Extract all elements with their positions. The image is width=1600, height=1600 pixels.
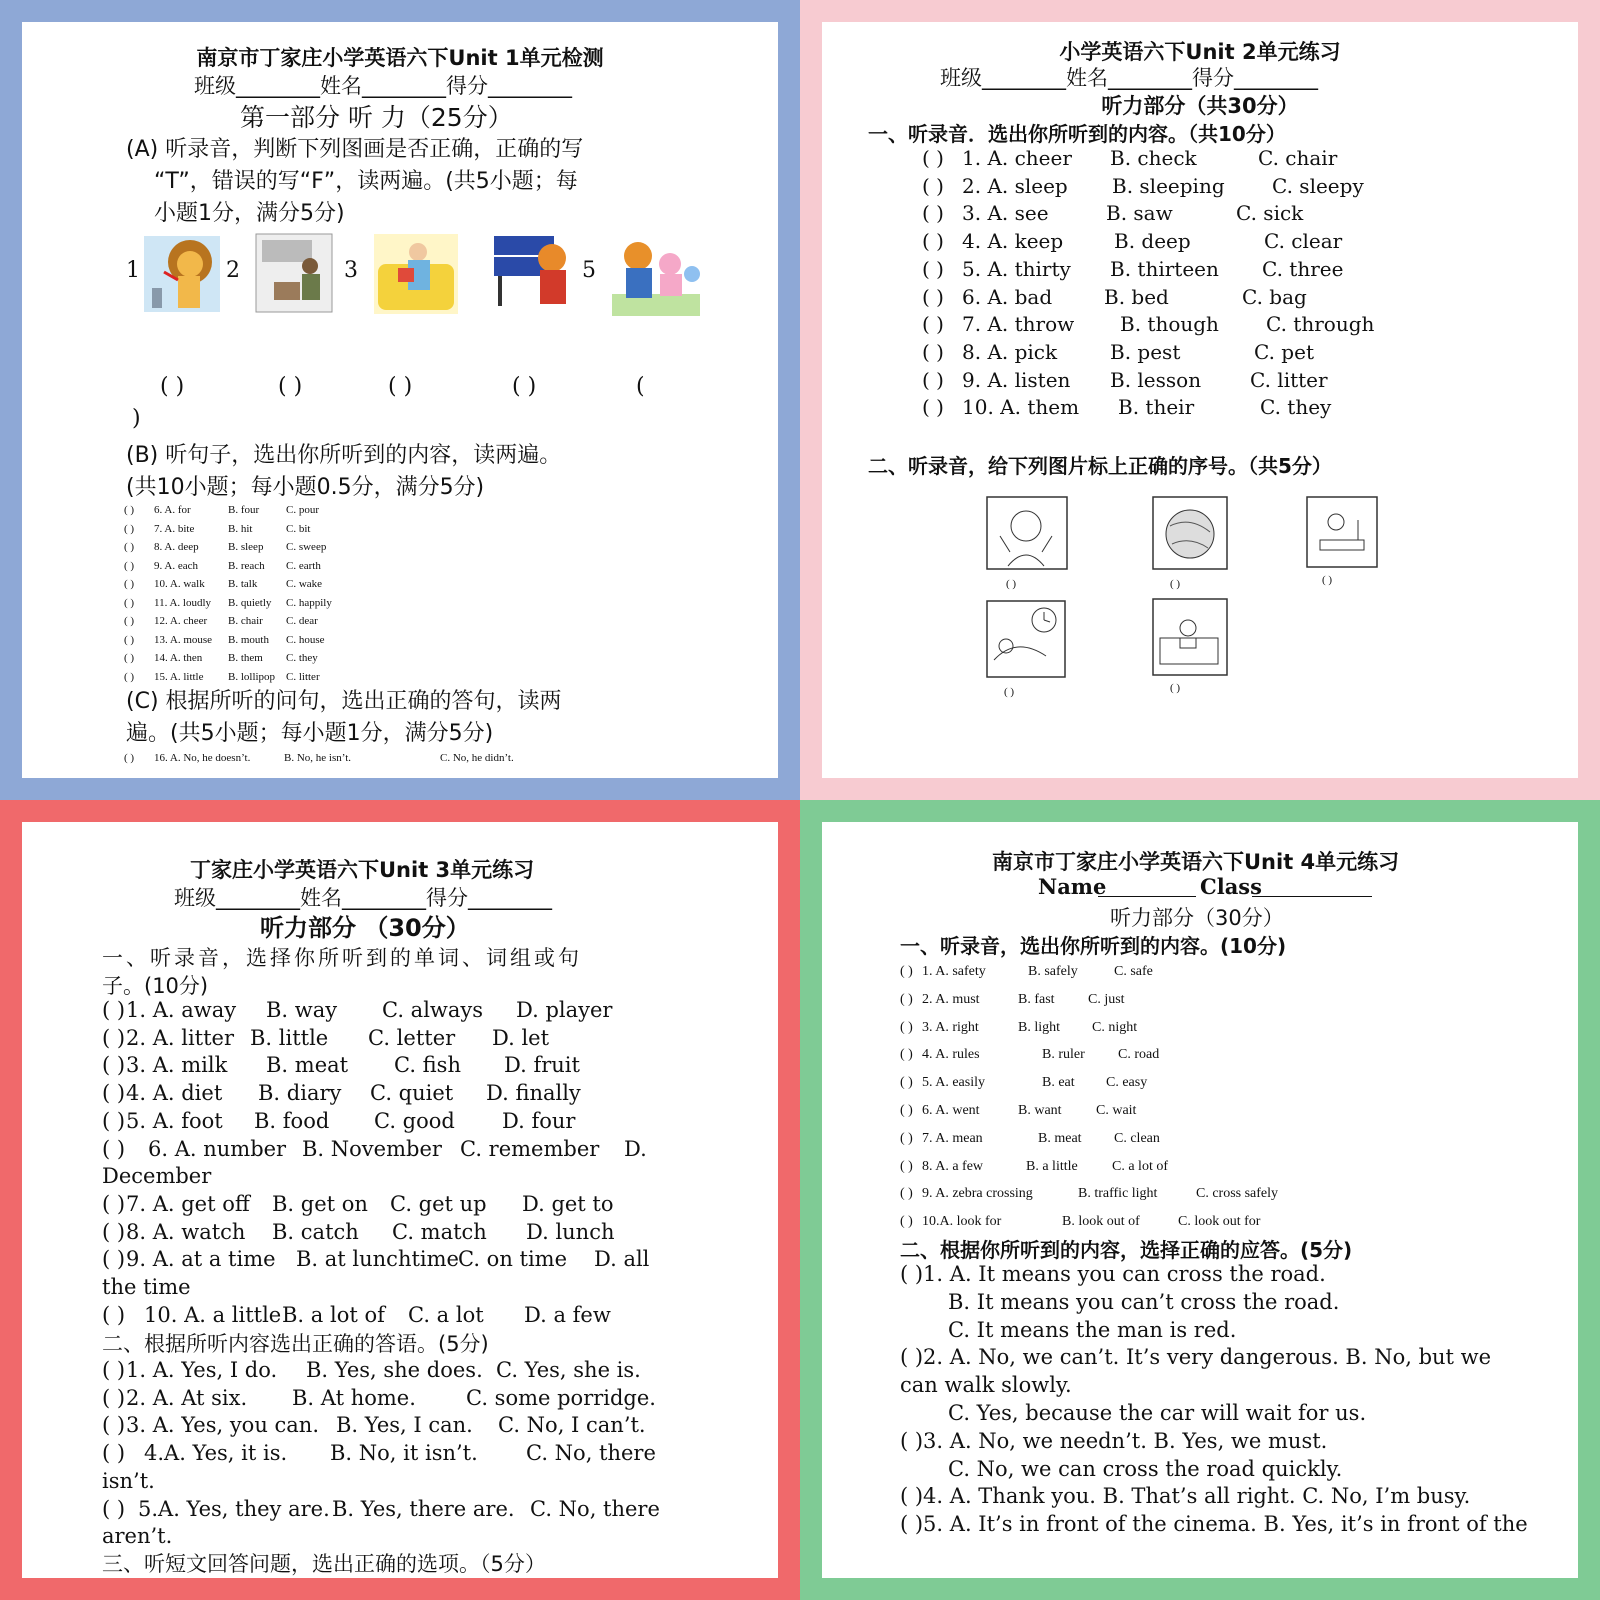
- answer-bracket[interactable]: ( ): [124, 670, 135, 683]
- answer-bracket[interactable]: ( ): [922, 395, 944, 420]
- option-b: B. pest: [1110, 339, 1181, 364]
- option-b: B. November: [302, 1136, 442, 1161]
- option-c: C. road: [1118, 1047, 1160, 1063]
- option-a: 8. A. pick: [962, 339, 1058, 364]
- option-b: B. lesson: [1110, 367, 1202, 392]
- option-b: B. little: [250, 1025, 329, 1050]
- page-title: 南京市丁家庄小学英语六下Unit 4单元练习: [992, 850, 1400, 874]
- option-a: 10. A. walk: [154, 578, 205, 590]
- option-b: B. four: [228, 504, 260, 516]
- option-d: D. finally: [486, 1081, 581, 1106]
- option-a: 1. A. cheer: [962, 146, 1072, 170]
- option-b: B. traffic light: [1078, 1186, 1158, 1202]
- answer-bracket[interactable]: ( ): [102, 1302, 126, 1327]
- option-a: 4. A. diet: [126, 1081, 223, 1106]
- option-c: C. a lot of: [1112, 1158, 1168, 1174]
- answer-bracket[interactable]: ( ): [922, 201, 944, 226]
- option-a: 10.A. look for: [922, 1214, 1002, 1230]
- option-a: 9. A. listen: [962, 367, 1071, 392]
- option-b: B. thirteen: [1110, 256, 1219, 281]
- answer-bracket[interactable]: ( ): [102, 998, 126, 1022]
- option-a: 5. A. thirty: [962, 256, 1071, 281]
- answer-bracket[interactable]: ( ): [922, 229, 944, 254]
- section-3-heading: 三、听短文回答问题，选出正确的选项。（5分）: [102, 1552, 546, 1576]
- option-c: C. easy: [1106, 1075, 1148, 1091]
- option-b: B. though: [1120, 312, 1219, 337]
- name-label: Name: [1038, 874, 1107, 899]
- option-c: C. always: [382, 998, 484, 1022]
- class-label: Class: [1200, 874, 1262, 899]
- answer-bracket[interactable]: ( ): [900, 1214, 913, 1230]
- option-c: C. house: [286, 633, 325, 646]
- answer-bracket[interactable]: ( ): [124, 633, 135, 646]
- option-a: 7. A. throw: [962, 312, 1075, 337]
- answer-bracket[interactable]: ( ): [124, 596, 135, 609]
- class-field[interactable]: [1252, 896, 1372, 897]
- option-b: B. meat: [266, 1053, 349, 1078]
- sleeping-clock-sketch-picture: [986, 600, 1066, 678]
- option-b: B. reach: [228, 559, 265, 572]
- option-c: C. safe: [1114, 964, 1153, 979]
- picture-answer-bracket[interactable]: ( ): [1006, 578, 1017, 590]
- answer-bracket[interactable]: ( ): [922, 173, 944, 198]
- option-b: B. chair: [228, 615, 263, 627]
- option-a: 7. A. get off: [126, 1191, 250, 1216]
- worksheet-unit3-page: [22, 822, 778, 1578]
- page-title: 南京市丁家庄小学英语六下Unit 1单元检测: [196, 46, 604, 70]
- option-c: C. just: [1088, 991, 1125, 1007]
- picture-answer-bracket[interactable]: ( ): [1004, 686, 1015, 698]
- option-c: C. fish: [394, 1053, 461, 1078]
- answer-bracket[interactable]: ( ): [102, 1081, 126, 1106]
- option-c: C. remember: [460, 1136, 600, 1161]
- option-b: B. catch: [272, 1219, 359, 1244]
- answer-bracket[interactable]: ( ): [922, 146, 944, 170]
- picture-number: 1: [126, 258, 140, 283]
- option-a: 8. A. watch: [126, 1219, 246, 1244]
- section-2-heading: 二、根据所听内容选出正确的答语。(5分): [102, 1332, 489, 1356]
- option-a: 11. A. loudly: [154, 596, 212, 609]
- option-b: B. check: [1110, 146, 1197, 170]
- option-c: C. some porridge.: [466, 1385, 656, 1410]
- option-c: C. through: [1266, 312, 1375, 337]
- answer-bracket[interactable]: ( ): [124, 578, 135, 590]
- answer-bracket[interactable]: ( ): [102, 1441, 126, 1466]
- option-b: B. Yes, there are.: [332, 1496, 515, 1521]
- option-c: C. look out for: [1178, 1214, 1261, 1230]
- option-a: 1. A. safety: [922, 964, 986, 979]
- option-a: 15. A. little: [154, 670, 204, 683]
- worksheet-unit1-page: [22, 22, 778, 778]
- option-d: D. all: [594, 1247, 650, 1272]
- option-c: C. wait: [1096, 1103, 1137, 1118]
- option-c: C. happily: [286, 596, 332, 609]
- answer-bracket[interactable]: ( ): [102, 1025, 126, 1050]
- option-b: B. eat: [1042, 1075, 1075, 1091]
- option-a: 16. A. No, he doesn’t.: [154, 752, 251, 764]
- section-1-heading: 子。(10分): [102, 974, 209, 998]
- picture-answer-bracket[interactable]: ( ): [1322, 574, 1333, 586]
- part-heading: 听力部分（共30分）: [1101, 94, 1299, 118]
- answer-line: can walk slowly.: [900, 1373, 1072, 1398]
- option-c: C. clear: [1264, 229, 1343, 254]
- option-b: B. a little: [1026, 1158, 1078, 1174]
- option-a: 1. A. Yes, I do.: [126, 1358, 278, 1382]
- picture-answer-bracket[interactable]: ( ): [1170, 578, 1181, 590]
- option-b: B. sleep: [228, 541, 264, 553]
- section-a-text: (A) 听录音，判断下列图画是否正确，正确的写: [126, 137, 584, 162]
- option-c: C. chair: [1258, 146, 1338, 170]
- answer-line: ( )4. A. Thank you. B. That’s all right. C. No, I’m busy.: [900, 1484, 1471, 1509]
- section-2-heading: 二、根据你所听到的内容，选择正确的应答。(5分): [900, 1238, 1353, 1262]
- picture-number: 5: [582, 258, 596, 283]
- option-a: 6. A. for: [154, 504, 191, 516]
- option-c: C. bag: [1242, 284, 1307, 309]
- man-at-desk-sketch-picture: [1306, 496, 1378, 568]
- lion-picture: [144, 232, 222, 314]
- worksheet-unit2-page: [822, 22, 1578, 778]
- answer-bracket[interactable]: ( ): [102, 1358, 126, 1382]
- option-d: D. four: [502, 1108, 576, 1133]
- info-line: 班级________姓名________得分________: [174, 886, 552, 910]
- girl-sketch-picture: [986, 496, 1068, 570]
- option-c: C. on time: [458, 1247, 568, 1272]
- section-1-heading: 一、听录音．选出你所听到的内容。（共10分）: [868, 122, 1286, 146]
- section-b-text: (共10小题；每小题0.5分，满分5分): [126, 475, 485, 500]
- option-c: C. litter: [286, 670, 320, 683]
- option-c: C. litter: [1250, 367, 1328, 392]
- answer-line: ( )5. A. It’s in front of the cinema. B. Yes, it’s in front of the: [900, 1512, 1528, 1537]
- option-c: C. letter: [368, 1025, 456, 1050]
- option-c: C. get up: [390, 1191, 487, 1216]
- option-b: B. ruler: [1042, 1047, 1085, 1063]
- option-d: D.: [624, 1136, 647, 1161]
- option-a: the time: [102, 1275, 191, 1299]
- answer-bracket[interactable]: ( ): [900, 991, 913, 1007]
- option-c: C. No, there: [526, 1441, 656, 1466]
- option-b: B. Yes, she does.: [306, 1358, 483, 1382]
- option-b: B. Yes, I can.: [336, 1413, 473, 1438]
- option-a: 1. A. away: [126, 998, 237, 1022]
- option-c: C. pour: [286, 504, 319, 516]
- answer-line: ( )1. A. It means you can cross the road.: [900, 1262, 1326, 1286]
- option-a: 2. A. litter: [126, 1025, 235, 1050]
- answer-bracket[interactable]: ( ): [900, 964, 913, 979]
- option-b: B. No, it isn’t.: [330, 1441, 478, 1466]
- option-b: B. meat: [1038, 1130, 1082, 1146]
- option-c: C. cross safely: [1196, 1186, 1279, 1202]
- option-b: B. food: [254, 1108, 330, 1133]
- option-a: 5.A. Yes, they are.: [138, 1496, 330, 1521]
- worksheet-unit3-panel: [0, 800, 800, 1600]
- answer-bracket[interactable]: ( ): [278, 374, 303, 399]
- option-b: B. a lot of: [282, 1302, 385, 1327]
- section-b-text: (B) 听句子，选出你所听到的内容，读两遍。: [126, 443, 562, 468]
- worksheet-unit4-page: [822, 822, 1578, 1578]
- option-b: B. fast: [1018, 991, 1055, 1007]
- option-d: D. player: [516, 998, 613, 1022]
- answer-bracket[interactable]: ( ): [922, 256, 944, 281]
- option-d: D. get to: [522, 1191, 614, 1216]
- option-c: C. pet: [1254, 339, 1314, 364]
- answer-line: B. It means you can’t cross the road.: [948, 1289, 1340, 1314]
- answer-bracket: ): [132, 406, 141, 431]
- answer-bracket[interactable]: ( ): [124, 559, 135, 572]
- option-b: B. diary: [258, 1081, 342, 1106]
- answer-bracket[interactable]: ( ): [102, 1136, 126, 1161]
- reading-sofa-sketch-picture: [1152, 598, 1228, 676]
- option-a: 2. A. sleep: [962, 173, 1068, 198]
- option-a: 8. A. a few: [922, 1158, 984, 1174]
- option-d: D. let: [492, 1025, 550, 1050]
- cat-pig-picture: [612, 234, 700, 316]
- option-c: C. sleepy: [1272, 173, 1364, 198]
- picture-number: 2: [226, 258, 240, 283]
- answer-bracket[interactable]: ( ): [900, 1130, 913, 1146]
- answer-bracket[interactable]: ( ): [124, 752, 135, 764]
- answer-bracket[interactable]: ( ): [102, 1219, 126, 1244]
- answer-bracket[interactable]: ( ): [900, 1047, 913, 1063]
- question-row: [124, 752, 514, 764]
- part-heading: 听力部分（30分）: [1110, 906, 1284, 930]
- option-b: B. quietly: [228, 596, 272, 609]
- section-2-heading: 二、听录音，给下列图片标上正确的序号。（共5分）: [868, 454, 1332, 478]
- part-heading: 第一部分 听 力（25分）: [240, 103, 513, 132]
- answer-bracket[interactable]: ( ): [124, 615, 135, 627]
- option-a: 5. A. easily: [922, 1075, 985, 1091]
- option-c: C. night: [1092, 1019, 1138, 1035]
- option-b: B. safely: [1028, 964, 1078, 979]
- earth-sketch-picture: [1152, 496, 1228, 570]
- section-a-text: “T”，错误的写“F”，读两遍。(共5小题；每: [154, 169, 578, 194]
- reading-man-picture: [374, 234, 458, 314]
- info-line: 班级________姓名________得分________: [940, 66, 1318, 90]
- answer-bracket[interactable]: ( ): [102, 1413, 126, 1438]
- option-c: C. No, I can’t.: [498, 1413, 646, 1438]
- option-a: 9. A. zebra crossing: [922, 1186, 1033, 1202]
- option-a: 6. A. number: [148, 1136, 287, 1161]
- option-b: B. lollipop: [228, 670, 276, 683]
- section-c-text: 遍。(共5小题；每小题1分，满分5分): [126, 721, 494, 746]
- answer-line: ( )2. A. No, we can’t. It’s very dangerous. B. No, but we: [900, 1345, 1492, 1370]
- option-c: C. three: [1262, 256, 1344, 281]
- option-a: 2. A. must: [922, 991, 980, 1007]
- option-c: C. No, he didn’t.: [440, 752, 514, 764]
- option-c: C. match: [392, 1219, 487, 1244]
- option-c: C. a lot: [408, 1302, 484, 1327]
- option-a: 5. A. foot: [126, 1108, 223, 1133]
- option-a: 4. A. rules: [922, 1047, 980, 1063]
- option-c: C. good: [374, 1108, 455, 1133]
- answer-bracket[interactable]: ( ): [124, 504, 135, 516]
- option-c: C. dear: [286, 615, 318, 627]
- answer-bracket[interactable]: ( ): [102, 1496, 126, 1521]
- option-a: 6. A. bad: [962, 284, 1053, 309]
- answer-bracket[interactable]: ( ): [922, 367, 944, 392]
- option-a: 14. A. then: [154, 652, 203, 664]
- answer-bracket[interactable]: ( ): [102, 1191, 126, 1216]
- answer-bracket[interactable]: ( ): [922, 312, 944, 337]
- answer-bracket[interactable]: ( ): [102, 1385, 126, 1410]
- option-c: C. wake: [286, 578, 323, 590]
- option-c: C. earth: [286, 559, 321, 572]
- answer-bracket[interactable]: ( ): [900, 1019, 913, 1035]
- man-drawing-picture: [254, 232, 336, 316]
- option-b: B. talk: [228, 578, 258, 590]
- worksheet-unit4-panel: [800, 800, 1600, 1600]
- option-a: 2. A. At six.: [126, 1385, 248, 1410]
- answer-bracket[interactable]: ( ): [160, 374, 185, 399]
- answer-bracket[interactable]: ( ): [900, 1103, 913, 1118]
- option-b: B. light: [1018, 1019, 1061, 1035]
- answer-bracket[interactable]: (: [636, 374, 645, 399]
- option-b: B. at lunchtime: [296, 1247, 459, 1272]
- option-d: D. lunch: [526, 1219, 615, 1244]
- section-1-heading: 一、听录音，选出你所听到的内容。(10分): [900, 934, 1287, 958]
- answer-bracket[interactable]: ( ): [102, 1053, 126, 1078]
- option-a: 3. A. milk: [126, 1053, 228, 1078]
- option-b: B. hit: [228, 522, 253, 535]
- answer-line: ( )3. A. No, we needn’t. B. Yes, we must.: [900, 1428, 1328, 1453]
- option-b: B. look out of: [1062, 1214, 1140, 1230]
- option-d: D. a few: [524, 1302, 611, 1327]
- option-a: 9. A. each: [154, 559, 198, 572]
- option-b: B. saw: [1106, 201, 1173, 226]
- section-c-text: (C) 根据所听的问句，选出正确的答句，读两: [126, 689, 562, 714]
- answer-bracket[interactable]: ( ): [922, 284, 944, 309]
- option-a: 3. A. Yes, you can.: [126, 1413, 320, 1438]
- option-b: B. their: [1118, 395, 1195, 420]
- picture-answer-bracket[interactable]: ( ): [1170, 682, 1181, 694]
- answer-bracket[interactable]: ( ): [124, 652, 135, 664]
- option-a: 13. A. mouse: [154, 633, 213, 646]
- answer-bracket[interactable]: ( ): [102, 1108, 126, 1133]
- option-a: 10. A. them: [962, 395, 1080, 420]
- answer-line: C. It means the man is red.: [948, 1317, 1237, 1342]
- option-c: C. sick: [1236, 201, 1304, 226]
- option-a: 8. A. deep: [154, 541, 199, 553]
- section-1-heading: 一、听录音，选择你所听到的单词、词组或句: [102, 946, 582, 970]
- answer-bracket[interactable]: ( ): [124, 522, 135, 535]
- info-line: 班级________姓名________得分________: [194, 74, 572, 98]
- option-b: B. No, he isn’t.: [284, 752, 352, 764]
- option-a: 4.A. Yes, it is.: [144, 1441, 288, 1466]
- option-a: aren’t.: [102, 1524, 173, 1549]
- page-title: 小学英语六下Unit 2单元练习: [1059, 40, 1341, 64]
- option-b: B. At home.: [292, 1385, 416, 1410]
- name-field[interactable]: [1098, 896, 1196, 897]
- option-c: C. clean: [1114, 1130, 1160, 1146]
- option-a: 7. A. bite: [154, 522, 195, 535]
- answer-bracket[interactable]: ( ): [124, 541, 135, 553]
- option-a: 9. A. at a time: [126, 1247, 276, 1272]
- option-a: 7. A. mean: [922, 1130, 983, 1146]
- option-b: B. mouth: [228, 633, 269, 646]
- option-a: 4. A. keep: [962, 229, 1064, 254]
- option-b: B. want: [1018, 1103, 1062, 1118]
- option-c: C. they: [286, 652, 318, 664]
- worksheet-unit1-panel: [0, 0, 800, 800]
- answer-bracket[interactable]: ( ): [900, 1075, 913, 1091]
- option-b: B. sleeping: [1112, 173, 1225, 198]
- answer-bracket[interactable]: ( ): [922, 339, 944, 364]
- option-a: 3. A. right: [922, 1019, 979, 1035]
- option-c: C. quiet: [370, 1081, 454, 1106]
- answer-line: C. Yes, because the car will wait for us.: [948, 1401, 1367, 1425]
- option-c: C. No, there: [530, 1496, 660, 1521]
- answer-bracket[interactable]: ( ): [512, 374, 537, 399]
- option-c: C. Yes, she is.: [496, 1358, 641, 1382]
- part-heading: 听力部分 （30分）: [260, 914, 470, 942]
- option-c: C. bit: [286, 522, 311, 535]
- answer-bracket[interactable]: ( ): [388, 374, 413, 399]
- answer-bracket[interactable]: ( ): [102, 1247, 126, 1272]
- option-b: B. get on: [272, 1191, 368, 1216]
- answer-bracket[interactable]: ( ): [900, 1186, 913, 1202]
- option-a: 10. A. a little: [144, 1302, 282, 1327]
- option-b: B. way: [266, 998, 338, 1022]
- option-c: C. they: [1260, 395, 1332, 420]
- table-tennis-picture: [494, 232, 586, 314]
- answer-bracket[interactable]: ( ): [900, 1158, 913, 1174]
- option-c: C. sweep: [286, 541, 327, 553]
- section-a-text: 小题1分，满分5分): [154, 201, 345, 226]
- option-a: December: [102, 1164, 212, 1189]
- option-a: 12. A. cheer: [154, 615, 208, 627]
- option-b: B. deep: [1114, 229, 1191, 254]
- option-b: B. them: [228, 652, 263, 664]
- picture-number: 3: [344, 258, 358, 283]
- page-title: 丁家庄小学英语六下Unit 3单元练习: [190, 858, 535, 882]
- option-b: B. bed: [1104, 284, 1169, 309]
- answer-line: C. No, we can cross the road quickly.: [948, 1456, 1343, 1481]
- option-a: 6. A. went: [922, 1103, 980, 1118]
- worksheet-unit2-panel: [800, 0, 1600, 800]
- option-a: isn’t.: [102, 1468, 155, 1493]
- option-a: 3. A. see: [962, 201, 1049, 226]
- option-d: D. fruit: [504, 1053, 580, 1078]
